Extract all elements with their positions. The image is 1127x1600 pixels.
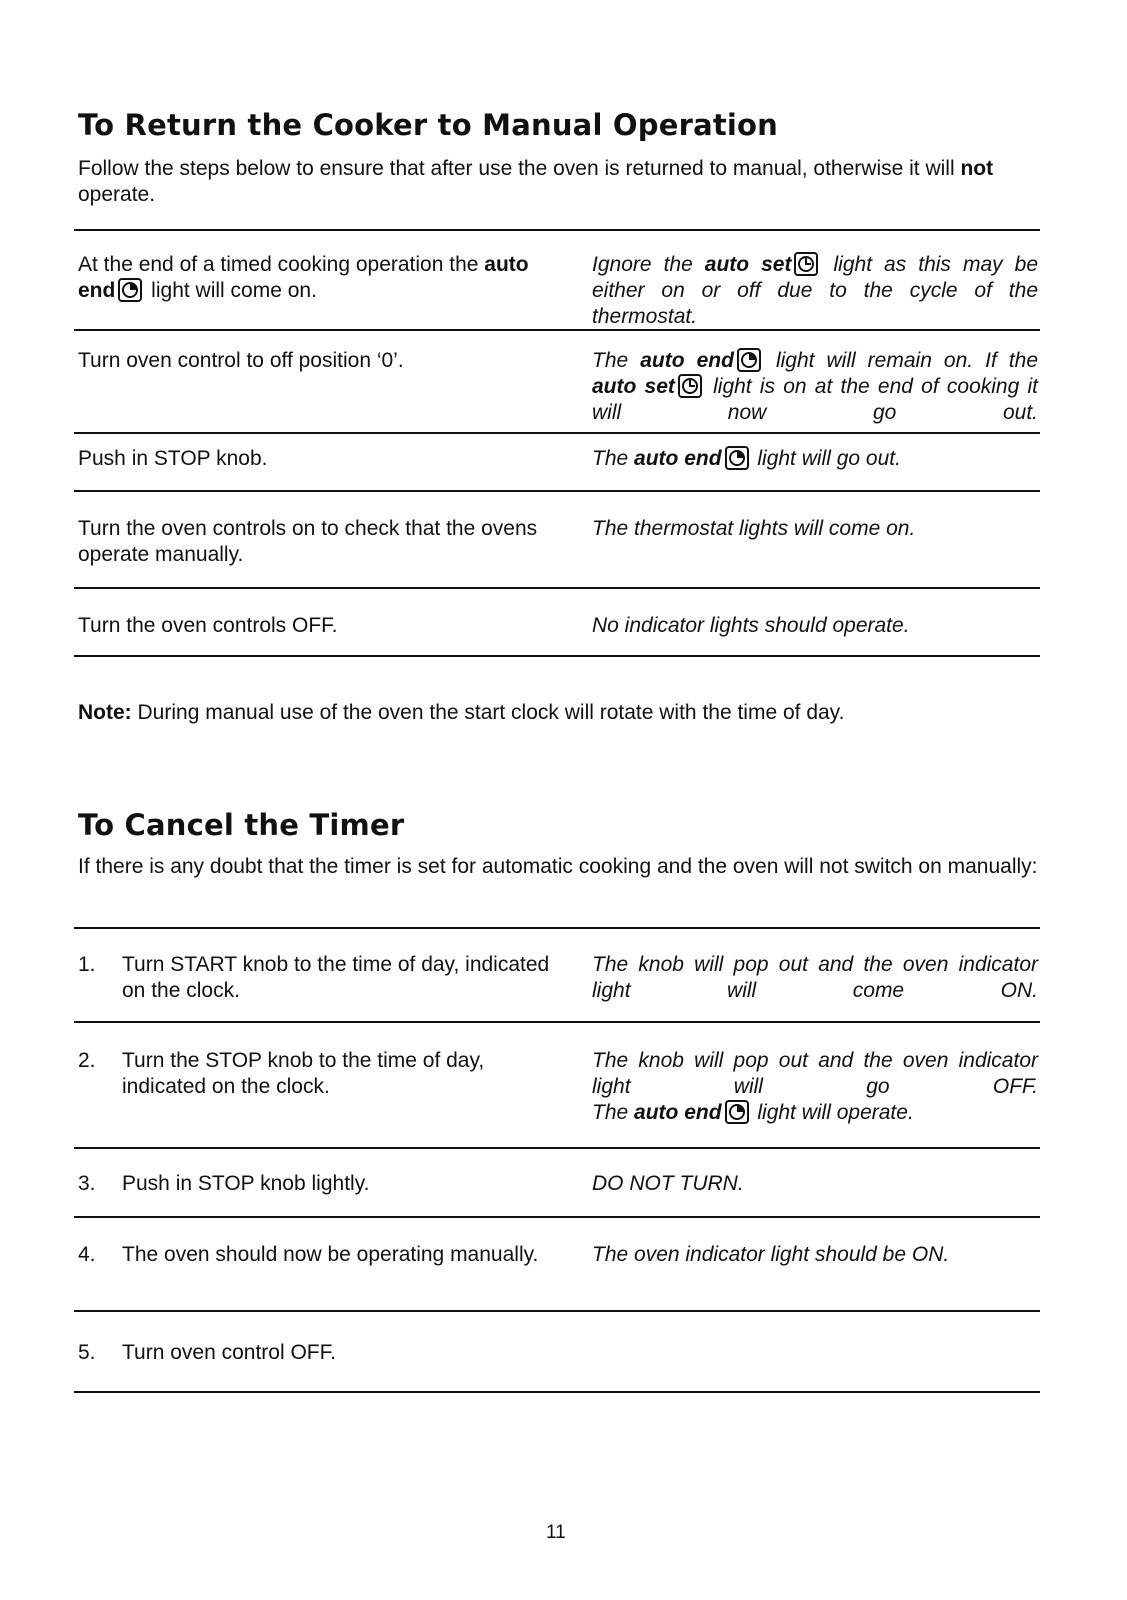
step-number: 1. <box>78 953 96 976</box>
divider <box>74 587 1040 589</box>
step1-action: Turn START knob to the time of day, indicated on the clock. <box>122 953 550 1002</box>
step1-result: The knob will pop out and the oven indicator light will come ON. <box>592 953 1038 1002</box>
step2-action: Turn the STOP knob to the time of day, indicated on the clock. <box>122 1049 485 1098</box>
section-title-manual-operation: To Return the Cooker to Manual Operation <box>78 108 779 142</box>
row3-result: The auto end light will go out. <box>592 447 901 470</box>
step4-action: The oven should now be operating manually. <box>122 1243 539 1266</box>
divider <box>74 490 1040 492</box>
section2-intro: If there is any doubt that the timer is set for automatic cooking and the oven will not switch on manually: <box>78 855 1038 878</box>
divider <box>74 655 1040 657</box>
step4-result: The oven indicator light should be ON. <box>592 1243 950 1266</box>
step-number: 2. <box>78 1049 96 1072</box>
row5-action: Turn the oven controls OFF. <box>78 614 338 637</box>
row3-action: Push in STOP knob. <box>78 447 268 470</box>
divider <box>74 927 1040 929</box>
step-number: 5. <box>78 1341 96 1364</box>
auto-set-clock-icon <box>678 374 702 398</box>
row2-action: Turn oven control to off position ‘0’. <box>78 349 404 372</box>
divider <box>74 1310 1040 1312</box>
row1-action: At the end of a timed cooking operation the auto end light will come on. <box>78 253 529 302</box>
divider <box>74 1216 1040 1218</box>
auto-end-clock-icon <box>118 278 142 302</box>
row4-result: The thermostat lights will come on. <box>592 517 916 540</box>
step5-action: Turn oven control OFF. <box>122 1341 336 1364</box>
auto-set-clock-icon <box>794 252 818 276</box>
divider <box>74 1147 1040 1149</box>
step2-result-extra: The auto end light will operate. <box>592 1101 914 1124</box>
divider <box>74 1021 1040 1023</box>
auto-end-clock-icon <box>725 1100 749 1124</box>
page-number: 11 <box>546 1522 566 1543</box>
divider <box>74 229 1040 231</box>
row1-result: Ignore the auto set light as this may be either on or off due to the cycle of the thermostat. <box>592 253 1038 328</box>
row4-action: Turn the oven controls on to check that the ovens operate manually. <box>78 517 538 566</box>
auto-end-clock-icon <box>725 446 749 470</box>
row5-result: No indicator lights should operate. <box>592 614 910 637</box>
step2-result: The knob will pop out and the oven indicator light will go OFF. <box>592 1049 1038 1098</box>
divider <box>74 329 1040 331</box>
row2-result: The auto end light will remain on. If the auto set light is on at the end of cooking it will now go out. <box>592 349 1039 424</box>
step-number: 4. <box>78 1243 96 1266</box>
divider <box>74 1391 1040 1393</box>
step3-action: Push in STOP knob lightly. <box>122 1172 370 1195</box>
step3-result: DO NOT TURN. <box>592 1172 744 1195</box>
step-number: 3. <box>78 1172 96 1195</box>
divider <box>74 432 1040 434</box>
section-title-cancel-timer: To Cancel the Timer <box>78 808 405 842</box>
note: Note: During manual use of the oven the start clock will rotate with the time of day. <box>78 701 845 724</box>
auto-end-clock-icon <box>737 348 761 372</box>
section1-intro: Follow the steps below to ensure that after use the oven is returned to manual, otherwise it will not operate. <box>78 157 994 206</box>
